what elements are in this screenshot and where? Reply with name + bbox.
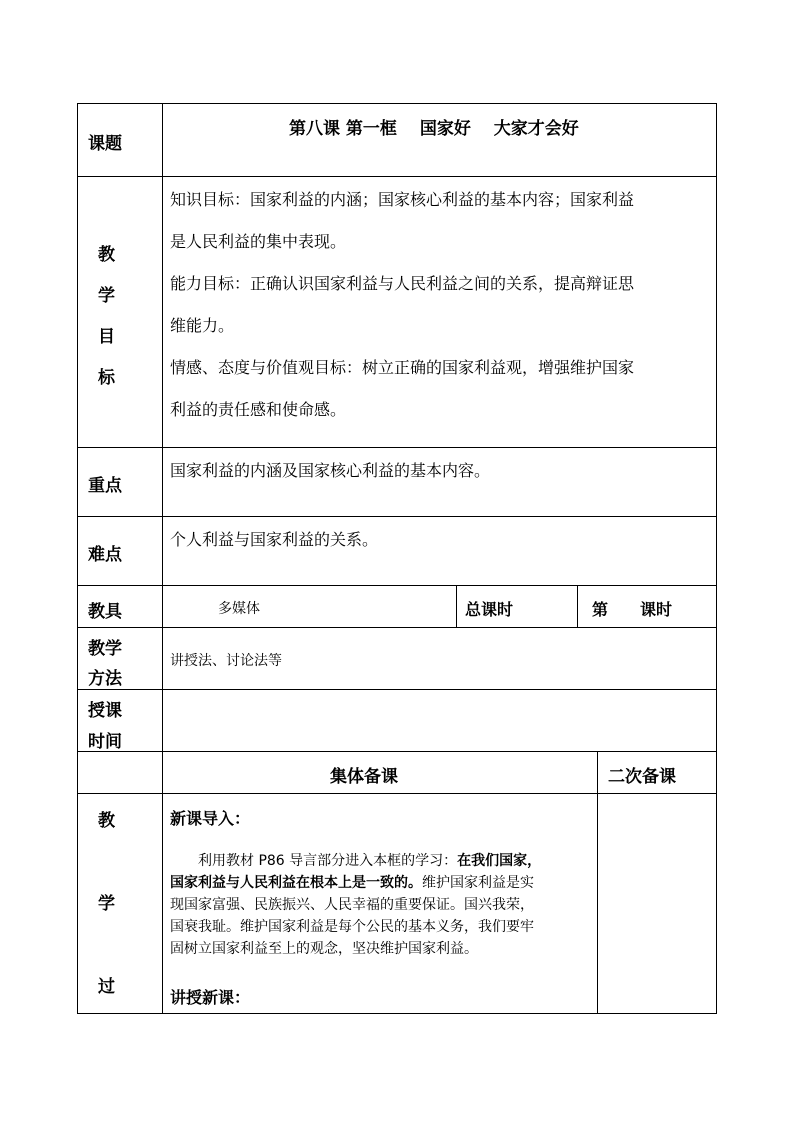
row-divider [77,176,717,177]
method-text: 讲授法、讨论法等 [170,653,282,669]
time-label: 授课 [88,701,122,721]
key-point-label: 重点 [88,476,122,496]
intro-line-emphasis: 在我们国家， [457,853,542,869]
intro-line [170,850,541,870]
row-divider [77,627,717,628]
row-divider [77,793,717,794]
intro-heading: 新课导入： [170,809,251,828]
objective-line: 是人民利益的集中表现。 [170,232,347,251]
collective-prep-header: 集体备课 [330,767,398,787]
objectives-label-char: 学 [98,286,115,306]
tools-text: 多媒体 [218,601,260,617]
tools-label: 教具 [88,602,122,622]
intro-line-text: 利用教材 P86 导言部分进入本框的学习： [170,853,458,869]
objectives-label-char: 目 [98,327,115,347]
secondary-column-divider [597,751,598,1014]
difficulty-text: 个人利益与国家利益的关系。 [170,530,379,549]
column-divider [577,585,578,627]
intro-line-text: 维护国家利益是实 [422,875,534,891]
row-divider [77,585,717,586]
difficulty-label: 难点 [88,545,122,565]
process-label-char: 过 [98,977,115,997]
objective-line: 知识目标：国家利益的内涵；国家核心利益的基本内容；国家利益 [170,190,635,209]
column-divider [456,585,457,627]
objective-line: 能力目标：正确认识国家利益与人民利益之间的关系，提高辩证思 [170,274,635,293]
lesson-title: 第八课 第一框 国家好 大家才会好 [289,119,579,139]
objective-line: 利益的责任感和使命感。 [170,400,347,419]
row-divider [77,447,717,448]
intro-line: 固树立国家利益至上的观念，坚决维护国家利益。 [170,941,478,957]
objective-line: 维能力。 [170,316,235,335]
title-label: 课题 [88,134,122,154]
period-unit-label: 课时 [640,600,673,619]
total-hours-label: 总课时 [465,600,514,619]
label-column-divider [162,103,163,1014]
objective-line: 情感、态度与价值观目标：树立正确的国家利益观，增强维护国家 [170,358,635,377]
intro-line-emphasis: 国家利益与人民利益在根本上是一致的。 [170,875,422,891]
time-label: 时间 [88,732,122,752]
period-label: 第 [592,600,609,619]
intro-line: 现国家富强、民族振兴、人民幸福的重要保证。国兴我荣， [170,897,534,913]
objectives-label-char: 标 [98,368,115,388]
method-label: 教学 [88,639,122,659]
process-label-char: 教 [98,811,115,831]
row-divider [77,751,717,752]
objectives-label-char: 教 [98,245,115,265]
method-label: 方法 [88,669,122,689]
row-divider [77,516,717,517]
intro-line [170,872,534,892]
secondary-prep-header: 二次备课 [608,767,676,787]
process-label-char: 学 [98,894,115,914]
key-point-text: 国家利益的内涵及国家核心利益的基本内容。 [170,461,491,480]
row-divider [77,689,717,690]
intro-line: 国衰我耻。维护国家利益是每个公民的基本义务，我们要牢 [170,919,534,935]
new-lesson-heading: 讲授新课： [170,988,251,1007]
